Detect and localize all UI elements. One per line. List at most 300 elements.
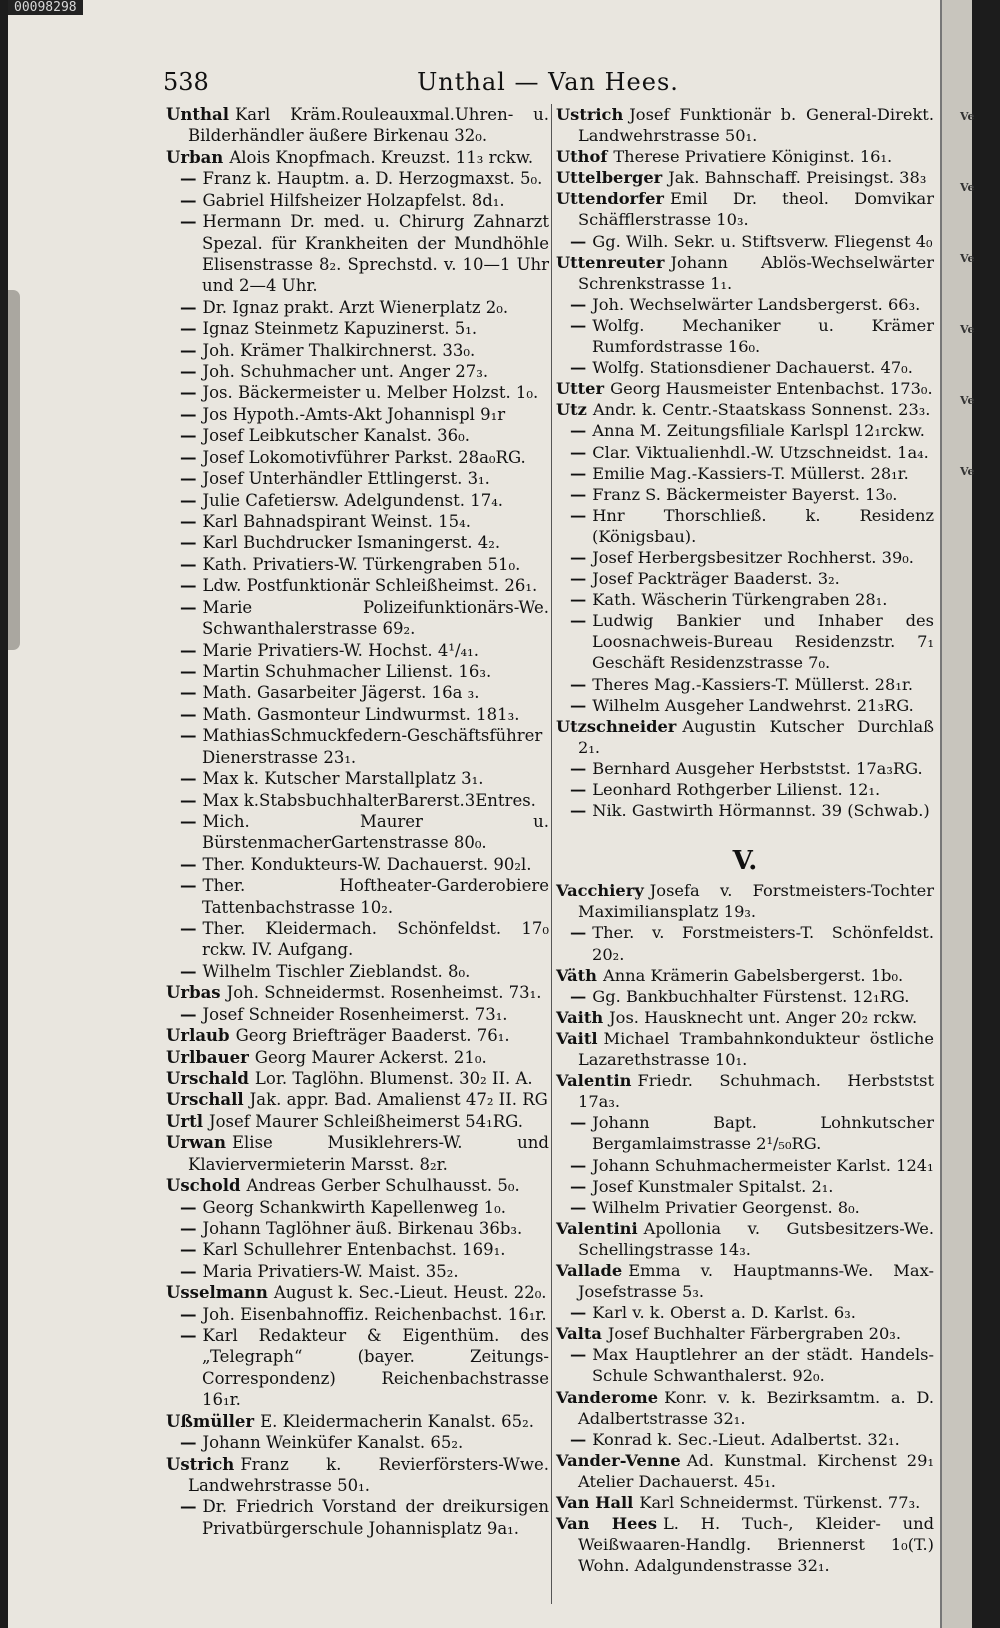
entry-text: Friedr. Schuhmach. Herbststst 17a₃.	[578, 1071, 934, 1112]
entry-surname: Utter	[556, 379, 605, 399]
entry-surname: Valentini	[556, 1218, 638, 1238]
directory-entry	[166, 1068, 549, 1089]
directory-entry	[166, 982, 549, 1003]
entry-text: Joh. Schuhmacher unt. Anger 27₃.	[202, 362, 489, 382]
entry-text: Mich. Maurer u. BürstenmacherGartenstrasse 80₀.	[202, 811, 549, 853]
entry-surname: Väth	[556, 965, 597, 985]
directory-entry	[166, 768, 549, 789]
directory-entry	[166, 211, 549, 297]
repeat-dash: —	[180, 1240, 197, 1260]
directory-entry	[166, 361, 549, 382]
entry-surname: Uschold	[166, 1176, 241, 1196]
entry-surname: Valentin	[556, 1071, 632, 1091]
entry-text: Karl Bahnadspirant Weinst. 15₄.	[202, 512, 471, 532]
entry-surname: Urwan	[166, 1133, 226, 1153]
directory-entry	[166, 168, 549, 189]
entry-text: Georg Briefträger Baaderst. 76₁.	[235, 1026, 510, 1046]
entry-surname: Vanderome	[556, 1387, 659, 1407]
repeat-dash: —	[180, 854, 197, 874]
directory-entry	[166, 790, 549, 811]
entry-text: Josef Lokomotivführer Parkst. 28a₀RG.	[202, 447, 526, 467]
entry-text: Ignaz Steinmetz Kapuzinerst. 5₁.	[202, 319, 478, 339]
directory-entry	[556, 800, 934, 821]
entry-text: Josef Packträger Baaderst. 3₂.	[592, 569, 840, 589]
directory-entry	[556, 758, 934, 779]
repeat-dash: —	[570, 505, 587, 525]
directory-entry	[556, 547, 934, 568]
directory-entry	[556, 716, 934, 758]
directory-entry	[556, 252, 934, 294]
entry-surname: Utz	[556, 400, 587, 420]
entry-text: Karl Redakteur & Eigenthüm. des „Telegraph“ (bayer. Zeitungs-Correspondenz) Reichenbachstrasse 16₁r.	[202, 1326, 549, 1410]
entry-text: Josef Leibkutscher Kanalst. 36₀.	[202, 426, 471, 446]
entry-text: Emilie Mag.-Kassiers-T. Müllerst. 28₁r.	[592, 463, 909, 483]
repeat-dash: —	[180, 876, 197, 896]
repeat-dash: —	[180, 319, 197, 339]
directory-entry	[556, 1344, 934, 1386]
entry-text: Johann Bapt. Lohnkutscher Bergamlaimstrasse 2¹/₅₀RG.	[592, 1113, 934, 1154]
directory-entry	[556, 568, 934, 589]
entry-surname: Ustrich	[166, 1454, 235, 1474]
directory-entry	[556, 1155, 934, 1176]
repeat-dash: —	[570, 758, 587, 778]
entry-text: Max k.StabsbuchhalterBarerst.3Entres.	[202, 790, 536, 810]
repeat-dash: —	[180, 512, 197, 532]
repeat-dash: —	[180, 404, 197, 424]
directory-entry	[166, 1496, 549, 1539]
repeat-dash: —	[570, 590, 587, 610]
directory-entry	[166, 704, 549, 725]
entry-text: Ad. Kunstmal. Kirchenst 29₁ Atelier Dachauerst. 45₁.	[578, 1450, 934, 1491]
entry-text: Ldw. Postfunktionär Schleißheimst. 26₁.	[202, 576, 538, 596]
entry-text: Josef Schneider Rosenheimerst. 73₁.	[202, 1004, 508, 1024]
directory-entry	[166, 661, 549, 682]
entry-text: Ludwig Bankier und Inhaber des Loosnachweis-Bureau Residenzstr. 7₁ Geschäft Residenzstrasse 7₀.	[592, 611, 934, 673]
directory-entry	[166, 554, 549, 575]
repeat-dash: —	[180, 1218, 197, 1238]
repeat-dash: —	[180, 490, 197, 510]
entry-text: Joh. Krämer Thalkirchnerst. 33₀.	[202, 340, 476, 360]
directory-entry	[556, 231, 934, 252]
entry-surname: Uttendorfer	[556, 189, 664, 209]
directory-entry	[166, 918, 549, 961]
repeat-dash: —	[570, 1303, 587, 1323]
entry-text: Johann Taglöhner äuß. Birkenau 36b₃.	[202, 1218, 523, 1238]
entry-text: Jak. appr. Bad. Amalienst 47₂ II. RG	[249, 1090, 548, 1110]
directory-entry	[556, 589, 934, 610]
entry-text: Georg Hausmeister Entenbachst. 173₀.	[610, 379, 933, 399]
repeat-dash: —	[180, 811, 197, 831]
entry-surname: Urbas	[166, 983, 221, 1003]
repeat-dash: —	[180, 1197, 197, 1217]
directory-entry	[556, 167, 934, 188]
entry-text: Josef Herbergsbesitzer Rochherst. 39₀.	[592, 547, 914, 567]
entry-text: Gabriel Hilfsheizer Holzapfelst. 8d₁.	[202, 190, 505, 210]
entry-surname: Uthof	[556, 147, 608, 167]
entry-text: Karl Buchdrucker Ismaningerst. 4₂.	[202, 533, 501, 553]
entry-text: Josef Maurer Schleißheimerst 54₁RG.	[208, 1111, 523, 1131]
directory-entry	[556, 104, 934, 146]
repeat-dash: —	[570, 1197, 587, 1217]
entry-surname: Van Hall	[556, 1493, 634, 1512]
directory-entry	[556, 1450, 934, 1492]
directory-entry	[166, 490, 549, 511]
directory-entry	[166, 404, 549, 425]
scan-id-label: 00098298	[8, 0, 83, 15]
directory-entry	[166, 511, 549, 532]
entry-text: Emma v. Hauptmanns-We. Max-Josefstrasse 5₃.	[578, 1260, 934, 1302]
directory-entry	[166, 961, 549, 982]
repeat-dash: —	[180, 961, 197, 981]
entry-surname: Ustrich	[556, 105, 624, 124]
repeat-dash: —	[180, 769, 197, 789]
directory-entry	[166, 811, 549, 854]
repeat-dash: —	[180, 469, 197, 489]
entry-text: Ther. Kleidermach. Schönfeldst. 17₀ rckw. IV. Aufgang.	[202, 919, 549, 960]
repeat-dash: —	[570, 569, 587, 589]
repeat-dash: —	[570, 986, 587, 1006]
repeat-dash: —	[180, 447, 197, 467]
directory-entry	[556, 442, 934, 463]
directory-entry	[556, 922, 934, 964]
entry-text: Josef Funktionär b. General-Direkt. Landwehrstrasse 50₁.	[578, 105, 934, 146]
entry-surname: Utzschneider	[556, 716, 677, 736]
directory-entry	[166, 1111, 549, 1132]
entry-surname: Urschall	[166, 1090, 244, 1110]
directory-entry	[166, 104, 549, 147]
entry-text: Math. Gasmonteur Lindwurmst. 181₃.	[202, 704, 520, 724]
entry-text: Emil Dr. theol. Domvikar Schäfflerstrasse 10₃.	[578, 189, 934, 230]
directory-entry	[556, 315, 934, 357]
repeat-dash: —	[570, 442, 587, 462]
entry-text: Franz k. Hauptm. a. D. Herzogmaxst. 5₀.	[202, 169, 543, 189]
directory-entry	[166, 318, 549, 339]
repeat-dash: —	[180, 190, 197, 210]
entry-text: Karl Schullehrer Entenbachst. 169₁.	[202, 1240, 506, 1260]
repeat-dash: —	[570, 1429, 587, 1449]
repeat-dash: —	[180, 661, 197, 681]
repeat-dash: —	[570, 463, 587, 483]
repeat-dash: —	[570, 611, 587, 631]
entry-text: Georg Schankwirth Kapellenweg 1₀.	[202, 1197, 506, 1217]
entry-text: MathiasSchmuckfedern-Geschäftsführer Dienerstrasse 23₁.	[202, 726, 543, 767]
directory-entry	[556, 674, 934, 695]
entry-text: Franz k. Revierförsters-Wwe. Landwehrstrasse 50₁.	[188, 1454, 549, 1495]
entry-surname: Usselmann	[166, 1283, 268, 1303]
directory-entry	[556, 1387, 934, 1429]
repeat-dash: —	[180, 1497, 197, 1517]
entry-text: Georg Maurer Ackerst. 21₀.	[254, 1047, 487, 1067]
repeat-dash: —	[570, 547, 587, 567]
repeat-dash: —	[570, 484, 587, 504]
entry-text: Johann Schuhmachermeister Karlst. 124₁	[592, 1155, 934, 1175]
entry-text: Hermann Dr. med. u. Chirurg Zahnarzt Spezal. für Krankheiten der Mundhöhle Elisenstrasse 8₂. Sprechstd. v. 10—1 Uhr und 2—4 Uhr.	[202, 212, 549, 296]
directory-entry	[166, 1025, 549, 1046]
directory-entry	[556, 1429, 934, 1450]
directory-entry	[556, 188, 934, 230]
directory-entry	[556, 986, 934, 1007]
directory-entry	[166, 1197, 549, 1218]
entry-text: Alois Knopfmach. Kreuzst. 11₃ rckw.	[229, 147, 534, 167]
entry-text: Anna M. Zeitungsfiliale Karlspl 12₁rckw.	[592, 421, 925, 441]
directory-entry	[166, 147, 549, 168]
repeat-dash: —	[570, 1345, 587, 1365]
binding-shadow	[8, 290, 20, 650]
repeat-dash: —	[180, 919, 197, 939]
entry-text: Leonhard Rothgerber Lilienst. 12₁.	[592, 780, 881, 799]
entry-text: Kath. Privatiers-W. Türkengraben 51₀.	[202, 554, 521, 574]
directory-entry	[166, 1261, 549, 1282]
entry-text: E. Kleidermacherin Kanalst. 65₂.	[260, 1411, 535, 1431]
entry-text: L. H. Tuch-, Kleider- und Weißwaaren-Handlg. Briennerst 1₀(T.) Wohn. Adalgundenstrasse 32₁.	[578, 1514, 935, 1576]
entry-text: Nik. Gastwirth Hörmannst. 39 (Schwab.)	[592, 801, 930, 821]
repeat-dash: —	[180, 297, 197, 317]
entry-text: Clar. Viktualienhdl.-W. Utzschneidst. 1a₄.	[592, 442, 929, 462]
entry-surname: Ußmüller	[166, 1411, 255, 1431]
directory-entry	[556, 610, 934, 673]
repeat-dash: —	[180, 683, 197, 703]
directory-entry	[166, 1047, 549, 1068]
directory-entry	[166, 425, 549, 446]
entry-text: Jos. Bäckermeister u. Melber Holzst. 1₀.	[202, 383, 539, 403]
directory-entry	[556, 357, 934, 378]
directory-entry	[556, 294, 934, 315]
directory-entry	[166, 468, 549, 489]
repeat-dash: —	[180, 726, 197, 746]
entry-text: Ther. v. Forstmeisters-T. Schönfeldst. 20₂.	[592, 923, 934, 964]
directory-entry	[166, 532, 549, 553]
repeat-dash: —	[570, 695, 587, 715]
repeat-dash: —	[180, 554, 197, 574]
entry-text: Jos. Hausknecht unt. Anger 20₂ rckw.	[609, 1007, 918, 1027]
entry-text: Julie Cafetiersw. Adelgundenst. 17₄.	[202, 490, 504, 510]
directory-entry	[556, 463, 934, 484]
entry-surname: Vaitl	[556, 1028, 598, 1048]
entry-text: Martin Schuhmacher Lilienst. 16₃.	[202, 661, 492, 681]
repeat-dash: —	[570, 231, 587, 251]
entry-text: Kath. Wäscherin Türkengraben 28₁.	[592, 590, 888, 610]
entry-text: Bernhard Ausgeher Herbststst. 17a₃RG.	[592, 758, 923, 778]
directory-entry	[166, 1432, 549, 1453]
entry-surname: Urlbauer	[166, 1047, 249, 1067]
repeat-dash: —	[570, 780, 587, 799]
entry-text: Josef Kunstmaler Spitalst. 2₁.	[592, 1176, 834, 1196]
entry-text: Karl v. k. Oberst a. D. Karlst. 6₃.	[592, 1303, 856, 1323]
entry-text: Johann Ablös-Wechselwärter Schrenkstrasse 1₁.	[578, 252, 934, 293]
directory-entry	[556, 1176, 934, 1197]
repeat-dash: —	[570, 674, 587, 694]
entry-surname: Vander-Venne	[556, 1450, 681, 1470]
directory-entry	[166, 1089, 549, 1110]
entry-text: Josef Unterhändler Ettlingerst. 3₁.	[202, 469, 490, 489]
directory-entry	[556, 399, 934, 420]
entry-text: Konrad k. Sec.-Lieut. Adalbertst. 32₁.	[592, 1429, 900, 1449]
directory-entry	[166, 1325, 549, 1411]
directory-entry	[556, 1070, 934, 1112]
directory-entry	[166, 1132, 549, 1175]
repeat-dash: —	[180, 640, 197, 660]
entry-surname: Uttelberger	[556, 168, 663, 188]
repeat-dash: —	[180, 597, 197, 617]
entry-surname: Urschald	[166, 1068, 249, 1088]
entry-surname: Valta	[556, 1324, 602, 1344]
entry-surname: Vallade	[556, 1260, 623, 1280]
directory-page	[8, 0, 975, 1628]
directory-entry	[556, 146, 934, 167]
entry-text: Gg. Bankbuchhalter Fürstenst. 12₁RG.	[592, 986, 910, 1006]
right-column	[556, 104, 934, 1576]
directory-entry	[166, 297, 549, 318]
repeat-dash: —	[570, 801, 587, 821]
repeat-dash: —	[180, 790, 197, 810]
entry-text: Jos Hypoth.-Amts-Akt Johannispl 9₁r	[202, 404, 506, 424]
directory-entry	[166, 1239, 549, 1260]
entry-text: Augustin Kutscher Durchlaß 2₁.	[578, 716, 934, 757]
repeat-dash: —	[180, 533, 197, 553]
repeat-dash: —	[570, 1176, 587, 1196]
entry-text: Wilhelm Tischler Zieblandst. 8₀.	[202, 961, 471, 981]
edge-fragment: Ve	[960, 252, 975, 265]
entry-text: Joh. Eisenbahnoffiz. Reichenbachst. 16₁r.	[202, 1304, 547, 1324]
entry-text: Johann Weinküfer Kanalst. 65₂.	[202, 1433, 464, 1453]
directory-entry	[556, 378, 934, 399]
entry-surname: Urlaub	[166, 1026, 230, 1046]
entry-text: Apollonia v. Gutsbesitzers-We. Schellingstrasse 14₃.	[578, 1218, 934, 1259]
entry-text: Maria Privatiers-W. Maist. 35₂.	[202, 1261, 459, 1281]
entry-text: Michael Trambahnkondukteur östliche Lazarethstrasse 10₁.	[578, 1028, 934, 1070]
directory-entry	[166, 1004, 549, 1025]
directory-entry	[556, 1260, 934, 1302]
entry-surname: Urban	[166, 147, 224, 167]
repeat-dash: —	[570, 923, 587, 943]
directory-entry	[556, 1197, 934, 1218]
running-head: Unthal — Van Hees.	[417, 68, 679, 96]
directory-entry	[166, 1175, 549, 1196]
entry-text: Andreas Gerber Schulhausst. 5₀.	[246, 1176, 520, 1196]
entry-text: Dr. Ignaz prakt. Arzt Wienerplatz 2₀.	[202, 297, 509, 317]
directory-entry	[166, 1454, 549, 1497]
entry-text: Math. Gasarbeiter Jägerst. 16a ₃.	[202, 683, 480, 703]
entry-text: Theres Mag.-Kassiers-T. Müllerst. 28₁r.	[592, 674, 913, 694]
entry-text: Josefa v. Forstmeisters-Tochter Maximiliansplatz 19₃.	[578, 881, 934, 922]
left-column	[166, 104, 549, 1539]
entry-surname: Unthal	[166, 105, 229, 124]
entry-text: Joh. Wechselwärter Landsbergerst. 66₃.	[592, 294, 921, 314]
directory-entry	[556, 880, 934, 922]
edge-fragment: Ve	[960, 181, 975, 194]
entry-text: Max Hauptlehrer an der städt. Handels-Schule Schwanthalerst. 92₀.	[592, 1345, 934, 1386]
entry-text: Marie Privatiers-W. Hochst. 4¹/₄₁.	[202, 640, 480, 660]
directory-entry	[166, 447, 549, 468]
directory-entry	[166, 190, 549, 211]
entry-text: Wilhelm Privatier Georgenst. 8₀.	[592, 1197, 860, 1217]
directory-entry	[166, 1304, 549, 1325]
edge-fragment: Ve	[960, 110, 975, 123]
directory-entry	[556, 1323, 934, 1344]
repeat-dash: —	[570, 1113, 587, 1133]
directory-entry	[166, 854, 549, 875]
entry-text: Jak. Bahnschaff. Preisingst. 38₃	[668, 168, 927, 188]
directory-entry	[166, 382, 549, 403]
entry-text: Karl Schneidermst. Türkenst. 77₃.	[639, 1493, 921, 1512]
entry-surname: Urtl	[166, 1111, 203, 1131]
repeat-dash: —	[570, 315, 587, 335]
adjacent-page-edge	[940, 0, 975, 1628]
directory-entry	[166, 1218, 549, 1239]
page-header	[163, 68, 933, 104]
edge-fragment: Ve	[960, 394, 975, 407]
entry-text: Franz S. Bäckermeister Bayerst. 13₀.	[592, 484, 898, 504]
edge-fragment: Ve	[960, 465, 975, 478]
repeat-dash: —	[180, 1261, 197, 1281]
directory-entry	[166, 340, 549, 361]
directory-entry	[166, 1282, 549, 1303]
directory-entry	[166, 575, 549, 596]
directory-entry	[556, 1112, 934, 1154]
edge-fragment: Ve	[960, 323, 975, 336]
entry-text: Josef Buchhalter Färbergraben 20₃.	[607, 1324, 901, 1344]
entry-text: Anna Krämerin Gabelsbergerst. 1b₀.	[602, 965, 904, 985]
repeat-dash: —	[180, 340, 197, 360]
section-heading: V.	[732, 846, 758, 877]
repeat-dash: —	[180, 576, 197, 596]
repeat-dash: —	[180, 1433, 197, 1453]
directory-entry	[556, 484, 934, 505]
column-divider	[551, 104, 552, 1604]
repeat-dash: —	[180, 383, 197, 403]
entry-text: Lor. Taglöhn. Blumenst. 30₂ II. A.	[254, 1068, 533, 1088]
directory-entry	[166, 1411, 549, 1432]
directory-entry	[166, 725, 549, 768]
repeat-dash: —	[180, 1004, 197, 1024]
entry-text: Andr. k. Centr.-Staatskass Sonnenst. 23₃.	[592, 400, 931, 420]
entry-text: Gg. Wilh. Sekr. u. Stiftsverw. Fliegenst 4₀	[592, 231, 933, 251]
entry-text: Ther. Hoftheater-Garderobiere Tattenbachstrasse 10₂.	[202, 876, 549, 917]
entry-text: Marie Polizeifunktionärs-We. Schwanthalerstrasse 69₂.	[202, 597, 549, 639]
directory-entry	[556, 1492, 934, 1513]
directory-entry	[556, 695, 934, 716]
directory-entry	[556, 1302, 934, 1323]
directory-entry	[556, 1218, 934, 1260]
entry-surname: Vaith	[556, 1007, 604, 1027]
directory-entry	[556, 779, 934, 800]
directory-entry	[166, 875, 549, 918]
entry-text: August k. Sec.-Lieut. Heust. 22₀.	[273, 1283, 547, 1303]
repeat-dash: —	[570, 421, 587, 441]
entry-text: Therese Privatiere Königinst. 16₁.	[613, 147, 893, 167]
repeat-dash: —	[180, 1326, 197, 1346]
repeat-dash: —	[180, 169, 197, 189]
entry-text: Ther. Kondukteurs-W. Dachauerst. 90₂l.	[202, 854, 532, 874]
entry-text: Dr. Friedrich Vorstand der dreikursigen Privatbürgerschule Johannisplatz 9a₁.	[202, 1497, 549, 1538]
entry-text: Hnr Thorschließ. k. Residenz (Königsbau).	[592, 505, 934, 546]
repeat-dash: —	[570, 294, 587, 314]
repeat-dash: —	[570, 1155, 587, 1175]
repeat-dash: —	[180, 704, 197, 724]
directory-entry	[556, 965, 934, 986]
repeat-dash: —	[180, 362, 197, 382]
entry-text: Wolfg. Mechaniker u. Krämer Rumfordstrasse 16₀.	[592, 315, 934, 357]
entry-surname: Vacchiery	[556, 881, 644, 901]
entry-text: Max k. Kutscher Marstallplatz 3₁.	[202, 769, 484, 789]
directory-entry	[556, 1007, 934, 1028]
directory-entry	[556, 1513, 934, 1576]
directory-entry	[166, 682, 549, 703]
entry-text: Wolfg. Stationsdiener Dachauerst. 47₀.	[592, 358, 913, 378]
directory-entry	[556, 1028, 934, 1070]
directory-entry	[166, 640, 549, 661]
directory-entry	[556, 420, 934, 441]
